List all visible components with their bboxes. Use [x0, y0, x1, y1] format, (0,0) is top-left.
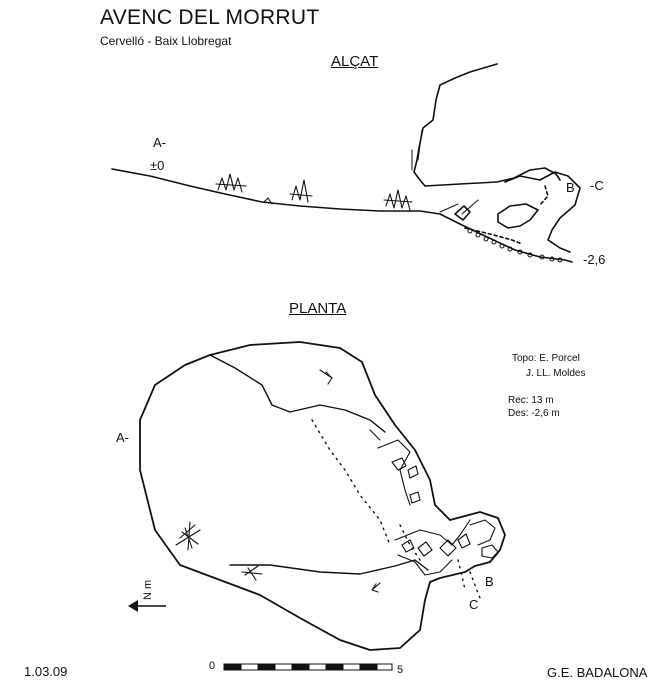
- credits-depth: Des: -2,6 m: [508, 408, 560, 419]
- elevation-rock-detail: [412, 130, 422, 170]
- scale-end-label: 5: [397, 664, 404, 676]
- elevation-vegetation: [216, 174, 412, 210]
- plan-inner-ledge: [210, 355, 385, 432]
- credits-topo-line2: J. LL. Moldes: [526, 368, 586, 379]
- plan-point-c-label: C: [469, 597, 479, 612]
- club-name: G.E. BADALONA: [547, 665, 648, 680]
- plan-outer-outline: [140, 342, 505, 650]
- elevation-point-b-label: B: [566, 180, 575, 195]
- elevation-depth-label: -2,6: [583, 252, 606, 267]
- elevation-point-a-label: A-: [153, 135, 166, 150]
- credits-topo-line1: Topo: E. Porcel: [512, 353, 580, 364]
- location-subtitle: Cervelló - Baix Llobregat: [100, 34, 232, 48]
- plan-slope-arrows: [320, 370, 380, 592]
- scale-bar: [224, 664, 392, 670]
- elevation-level-zero-label: ±0: [150, 158, 165, 173]
- scale-start-label: 0: [209, 660, 216, 672]
- plan-vegetation: [176, 522, 262, 580]
- elevation-dashed-floor: [465, 228, 522, 244]
- elevation-cliff-line: [414, 64, 560, 186]
- elevation-point-c-label: -C: [590, 178, 604, 193]
- north-arrow: [128, 600, 166, 612]
- survey-date: 1.03.09: [24, 664, 68, 679]
- plan-point-a-label: A-: [116, 430, 129, 445]
- survey-title: AVENC DEL MORRUT: [100, 6, 320, 29]
- elevation-inner-rock: [498, 204, 538, 228]
- plan-point-b-label: B: [485, 574, 494, 589]
- elevation-chamber-outline: [505, 172, 580, 252]
- plan-lower-step: [230, 560, 428, 574]
- elevation-heading: ALÇAT: [331, 53, 379, 70]
- elevation-cave-ceiling: [440, 200, 478, 214]
- north-label: N m: [142, 579, 154, 600]
- plan-dotted-lines: [312, 420, 480, 598]
- plan-heading: PLANTA: [289, 300, 347, 317]
- credits-route-length: Rec: 13 m: [508, 395, 554, 406]
- elevation-dashed-ceiling: [540, 186, 548, 205]
